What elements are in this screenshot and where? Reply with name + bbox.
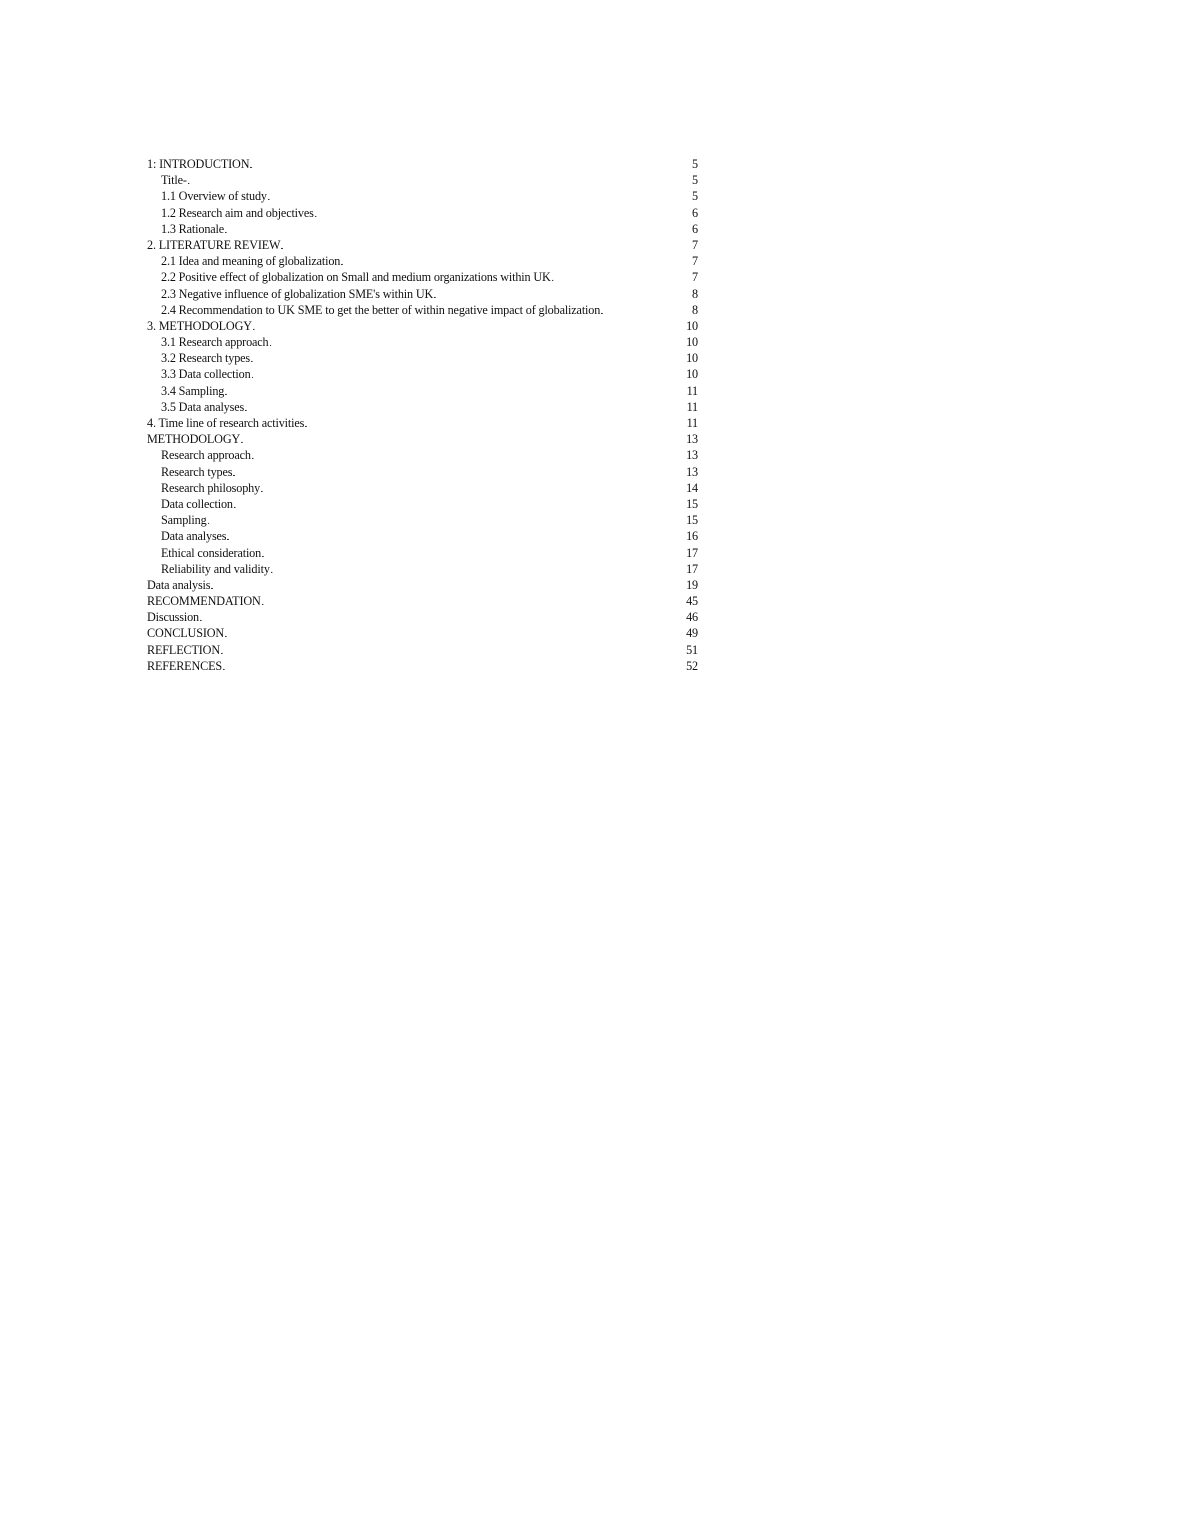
toc-dot-leader bbox=[250, 156, 691, 173]
toc-entry-page-number: 10 bbox=[686, 335, 698, 350]
toc-entry-title: Sampling bbox=[161, 513, 207, 528]
toc-dot-leader bbox=[262, 545, 685, 562]
toc-dot-leader bbox=[315, 205, 691, 222]
toc-dot-leader bbox=[251, 350, 685, 367]
toc-entry[interactable] bbox=[147, 577, 698, 593]
toc-entry[interactable] bbox=[147, 205, 698, 221]
toc-entry-title: RECOMMENDATION bbox=[147, 594, 261, 609]
toc-entry[interactable] bbox=[147, 172, 698, 188]
toc-dot-leader bbox=[225, 221, 691, 238]
toc-entry-page-number: 5 bbox=[692, 157, 698, 171]
toc-dot-leader bbox=[271, 561, 685, 578]
toc-entry[interactable] bbox=[147, 302, 698, 318]
toc-dot-leader bbox=[241, 431, 685, 448]
toc-entry[interactable] bbox=[147, 334, 698, 350]
toc-entry-page-number: 19 bbox=[686, 577, 698, 592]
toc-entry-title: 3.2 Research types bbox=[161, 351, 251, 366]
toc-dot-leader bbox=[268, 188, 691, 205]
toc-entry[interactable] bbox=[147, 237, 698, 253]
toc-entry-page-number: 10 bbox=[686, 367, 698, 382]
toc-entry-page-number: 46 bbox=[686, 610, 698, 625]
toc-entry-page-number: 7 bbox=[692, 270, 698, 285]
toc-entry-page-number: 10 bbox=[686, 351, 698, 366]
toc-dot-leader bbox=[305, 415, 685, 432]
toc-dot-leader bbox=[341, 253, 691, 270]
toc-entry-title: Research philosophy bbox=[161, 480, 261, 495]
toc-entry-page-number: 8 bbox=[692, 286, 698, 301]
toc-entry-title: Research types bbox=[161, 464, 233, 479]
toc-entry-title: Title- bbox=[161, 173, 187, 188]
toc-entry[interactable] bbox=[147, 545, 698, 561]
toc-dot-leader bbox=[253, 318, 685, 335]
toc-entry-page-number: 13 bbox=[686, 464, 698, 479]
toc-dot-leader bbox=[188, 172, 691, 189]
toc-dot-leader bbox=[221, 642, 685, 659]
toc-dot-leader bbox=[434, 286, 691, 303]
toc-dot-leader bbox=[252, 366, 686, 383]
toc-entry-title: 4. Time line of research activities bbox=[147, 416, 305, 430]
toc-dot-leader bbox=[281, 237, 691, 254]
toc-entry-title: 3.3 Data collection bbox=[161, 367, 251, 382]
toc-entry-page-number: 6 bbox=[692, 205, 698, 220]
toc-entry-page-number: 15 bbox=[686, 513, 698, 528]
toc-entry[interactable] bbox=[147, 528, 698, 544]
toc-entry[interactable] bbox=[147, 318, 698, 334]
toc-entry-page-number: 7 bbox=[692, 254, 698, 269]
toc-dot-leader bbox=[227, 528, 685, 545]
toc-dot-leader bbox=[208, 512, 686, 529]
toc-entry-title: 2. LITERATURE REVIEW bbox=[147, 237, 281, 252]
toc-entry[interactable] bbox=[147, 609, 698, 625]
toc-dot-leader bbox=[252, 447, 685, 464]
toc-entry-title: Discussion bbox=[147, 610, 199, 625]
toc-entry[interactable] bbox=[147, 447, 698, 463]
toc-entry-page-number: 45 bbox=[686, 594, 698, 609]
toc-entry-page-number: 14 bbox=[686, 480, 698, 495]
toc-entry-title: Data analyses bbox=[161, 529, 227, 544]
toc-entry-page-number: 16 bbox=[686, 529, 698, 544]
toc-entry-title: CONCLUSION bbox=[147, 626, 225, 641]
toc-entry-title: 1.2 Research aim and objectives bbox=[161, 205, 314, 220]
toc-entry[interactable] bbox=[147, 431, 698, 447]
toc-entry-page-number: 5 bbox=[692, 173, 698, 188]
toc-entry-page-number: 6 bbox=[692, 221, 698, 236]
toc-entry-page-number: 52 bbox=[686, 658, 698, 673]
toc-entry-page-number: 5 bbox=[692, 189, 698, 204]
toc-entry-title: REFERENCES bbox=[147, 658, 223, 673]
toc-entry[interactable] bbox=[147, 464, 698, 480]
toc-entry[interactable] bbox=[147, 496, 698, 512]
toc-entry-title: 3.5 Data analyses bbox=[161, 399, 245, 414]
toc-entry-page-number: 11 bbox=[686, 383, 698, 398]
toc-entry[interactable] bbox=[147, 561, 698, 577]
toc-entry-title: 2.1 Idea and meaning of globalization bbox=[161, 254, 341, 269]
toc-entry-page-number: 17 bbox=[686, 561, 698, 576]
toc-entry[interactable] bbox=[147, 350, 698, 366]
toc-entry-title: METHODOLOGY bbox=[147, 432, 241, 447]
toc-dot-leader bbox=[552, 269, 691, 286]
table-of-contents bbox=[147, 156, 698, 674]
toc-dot-leader bbox=[225, 383, 685, 400]
toc-entry-page-number: 7 bbox=[692, 237, 698, 252]
toc-entry[interactable] bbox=[147, 253, 698, 269]
toc-entry-title: 1.1 Overview of study bbox=[161, 189, 267, 204]
toc-entry-page-number: 15 bbox=[686, 496, 698, 511]
toc-entry[interactable] bbox=[147, 221, 698, 237]
toc-entry-page-number: 8 bbox=[692, 302, 698, 317]
toc-entry[interactable] bbox=[147, 399, 698, 415]
toc-dot-leader bbox=[270, 334, 686, 351]
toc-entry-page-number: 51 bbox=[686, 642, 698, 657]
toc-entry-title: Research approach bbox=[161, 448, 251, 463]
toc-dot-leader bbox=[223, 658, 685, 675]
toc-entry[interactable] bbox=[147, 188, 698, 204]
toc-entry[interactable] bbox=[147, 658, 698, 674]
toc-dot-leader bbox=[233, 464, 685, 481]
toc-entry[interactable] bbox=[147, 366, 698, 382]
toc-entry-title: 3.4 Sampling bbox=[161, 383, 225, 398]
toc-dot-leader bbox=[234, 496, 685, 513]
toc-dot-leader bbox=[211, 577, 685, 594]
toc-entry[interactable] bbox=[147, 286, 698, 302]
toc-entry-title: Ethical consideration bbox=[161, 545, 262, 560]
toc-entry[interactable] bbox=[147, 642, 698, 658]
toc-entry-page-number: 49 bbox=[686, 626, 698, 641]
toc-entry[interactable] bbox=[147, 415, 698, 431]
toc-entry[interactable] bbox=[147, 383, 698, 399]
toc-entry-title: 3.1 Research approach bbox=[161, 335, 269, 350]
toc-entry-title: 1: INTRODUCTION bbox=[147, 157, 250, 171]
toc-dot-leader bbox=[200, 609, 685, 626]
toc-entry-title: 2.3 Negative influence of globalization SME's within UK bbox=[161, 286, 434, 301]
toc-entry-page-number: 13 bbox=[686, 448, 698, 463]
toc-entry-title: REFLECTION bbox=[147, 642, 220, 657]
toc-dot-leader bbox=[262, 593, 685, 610]
toc-entry-title: Data analysis bbox=[147, 577, 211, 592]
toc-entry[interactable] bbox=[147, 156, 698, 172]
toc-entry-title: 1.3 Rationale bbox=[161, 221, 225, 236]
toc-dot-leader bbox=[245, 399, 685, 416]
toc-entry-page-number: 17 bbox=[686, 545, 698, 560]
toc-entry-page-number: 10 bbox=[686, 318, 698, 333]
toc-entry-page-number: 11 bbox=[686, 416, 698, 430]
toc-entry-page-number: 13 bbox=[686, 432, 698, 447]
toc-entry[interactable] bbox=[147, 480, 698, 496]
toc-entry-title: Data collection bbox=[161, 496, 233, 511]
toc-entry-title: 3. METHODOLOGY bbox=[147, 318, 252, 333]
toc-entry[interactable] bbox=[147, 512, 698, 528]
toc-entry[interactable] bbox=[147, 269, 698, 285]
toc-dot-leader bbox=[225, 625, 685, 642]
toc-entry[interactable] bbox=[147, 625, 698, 641]
toc-entry-title: 2.4 Recommendation to UK SME to get the better of within negative impact of globalization bbox=[161, 302, 601, 317]
toc-entry-title: 2.2 Positive effect of globalization on Small and medium organizations within UK bbox=[161, 270, 551, 285]
toc-entry[interactable] bbox=[147, 593, 698, 609]
toc-dot-leader bbox=[601, 302, 691, 319]
toc-entry-title: Reliability and validity bbox=[161, 561, 270, 576]
toc-dot-leader bbox=[261, 480, 685, 497]
toc-entry-page-number: 11 bbox=[686, 399, 698, 414]
